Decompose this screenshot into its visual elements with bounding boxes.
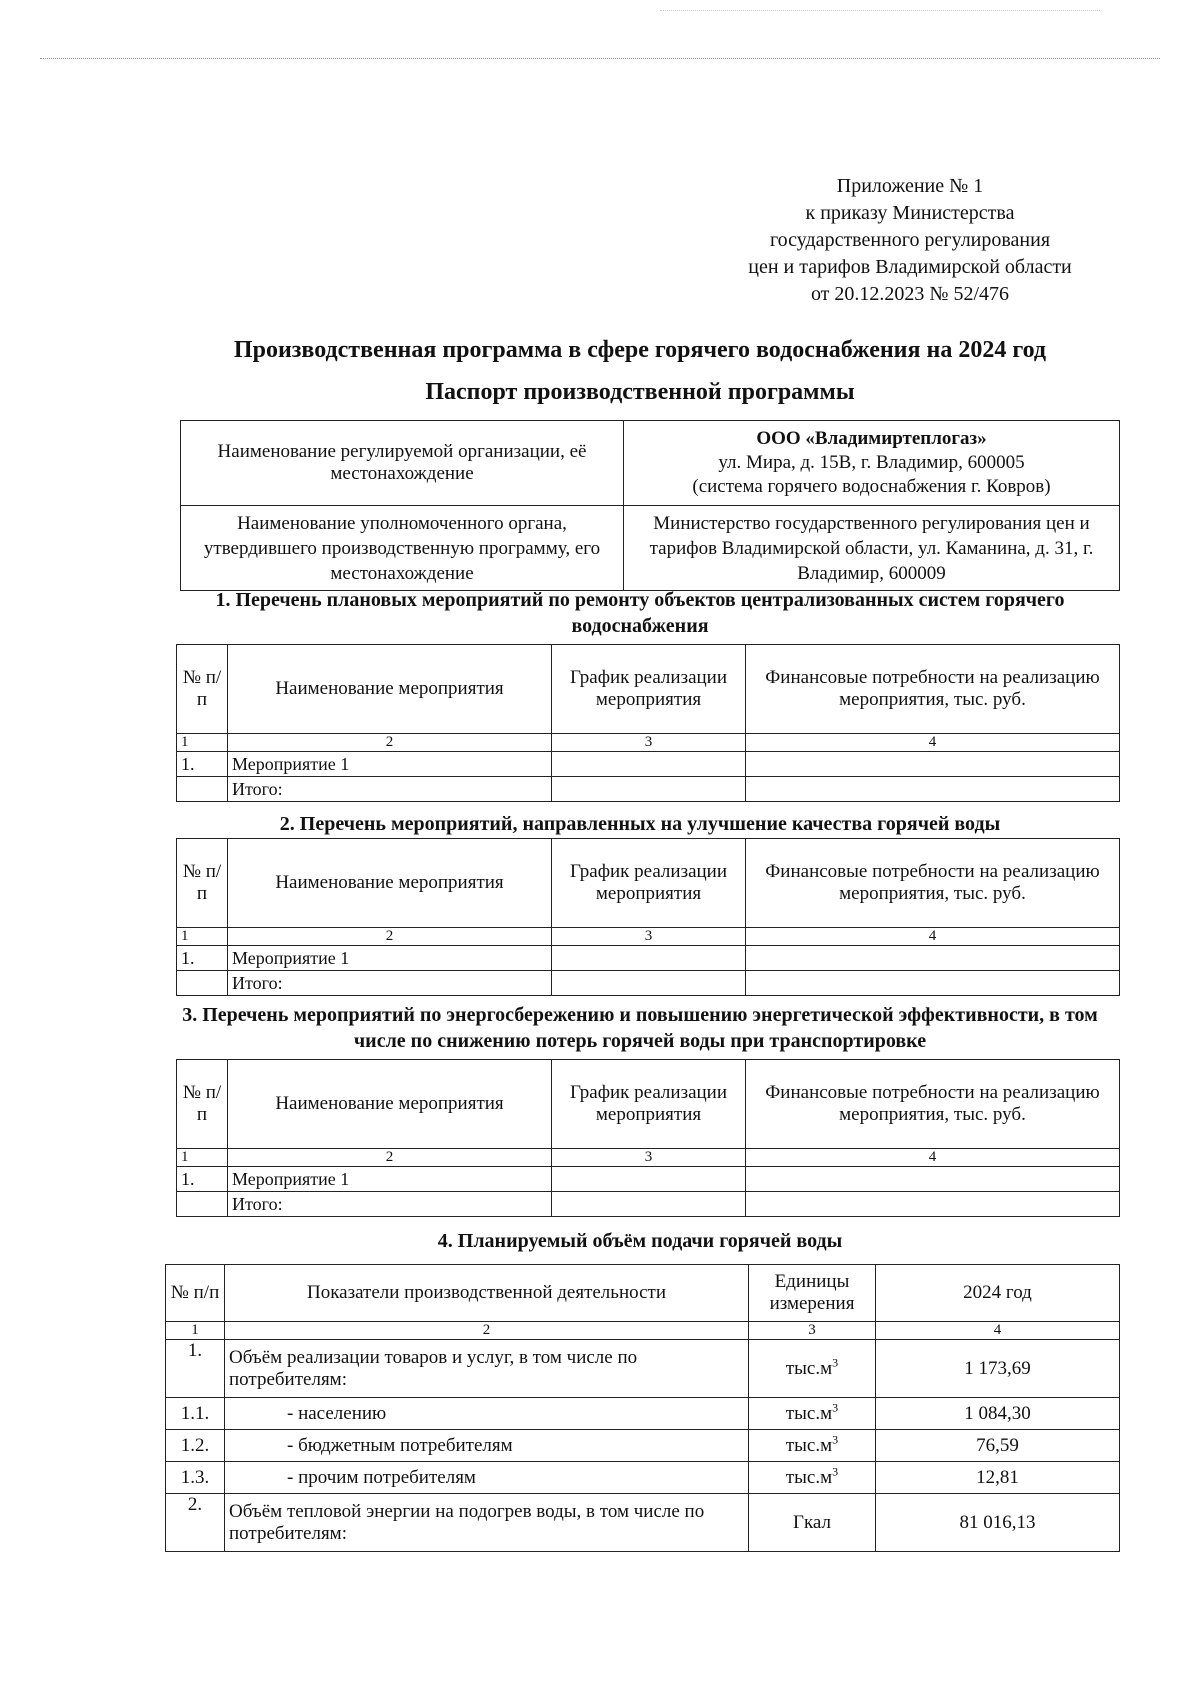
row-name: Мероприятие 1 — [228, 1167, 552, 1192]
header-unit: Единицы измерения — [749, 1265, 876, 1322]
table-row — [166, 1462, 1120, 1494]
table-row — [181, 506, 1120, 591]
index-row — [166, 1322, 1120, 1340]
row-num: 1. — [177, 946, 228, 971]
index-cell: 2 — [228, 734, 552, 752]
row-value: 76,59 — [876, 1430, 1120, 1462]
unit-sup: 3 — [832, 1464, 839, 1479]
header-finance: Финансовые потребности на реализацию мероприятия, тыс. руб. — [746, 645, 1120, 734]
row-finance — [746, 946, 1120, 971]
index-cell: 3 — [552, 928, 746, 946]
row-finance — [746, 777, 1120, 802]
unit-text: тыс.м — [785, 1466, 833, 1488]
header-schedule: График реализации мероприятия — [552, 839, 746, 928]
index-cell: 1 — [177, 1149, 228, 1167]
row-num: 2. — [166, 1494, 225, 1552]
row-total: Итого: — [228, 777, 552, 802]
header-year: 2024 год — [876, 1265, 1120, 1322]
passport-table — [180, 420, 1120, 591]
passport-label: Наименование уполномоченного органа, утвердившего производственную программу, его местонахождение — [181, 506, 624, 591]
org-address: ул. Мира, д. 15В, г. Владимир, 600005 — [718, 452, 1025, 473]
index-cell: 2 — [228, 928, 552, 946]
table-row — [166, 1430, 1120, 1462]
passport-value: Министерство государственного регулирования цен и тарифов Владимирской области, ул. Каманина, д. 31, г. Владимир, 600009 — [624, 506, 1120, 591]
row-num: 1. — [177, 752, 228, 777]
table-row — [177, 1192, 1120, 1217]
header-num: № п/п — [166, 1265, 225, 1322]
header-name: Наименование мероприятия — [228, 839, 552, 928]
table-row — [177, 752, 1120, 777]
row-num: 1. — [166, 1340, 225, 1398]
scan-artifact — [40, 58, 1160, 59]
index-cell: 1 — [177, 928, 228, 946]
passport-label: Наименование регулируемой организации, её местонахождение — [181, 421, 624, 506]
passport-title: Паспорт производственной программы — [425, 379, 855, 405]
section-1-table — [176, 644, 1120, 802]
index-cell: 3 — [552, 734, 746, 752]
table-header-row — [166, 1265, 1120, 1322]
row-name: Мероприятие 1 — [228, 946, 552, 971]
header-num: № п/п — [177, 645, 228, 734]
header-finance: Финансовые потребности на реализацию мероприятия, тыс. руб. — [746, 1060, 1120, 1149]
row-unit — [749, 1494, 876, 1552]
header-name: Наименование мероприятия — [228, 1060, 552, 1149]
table-row — [181, 421, 1120, 506]
header-name: Наименование мероприятия — [228, 645, 552, 734]
appendix-line: Приложение № 1 — [836, 175, 984, 197]
row-total: Итого: — [228, 971, 552, 996]
row-num — [177, 777, 228, 802]
row-unit — [749, 1462, 876, 1494]
row-schedule — [552, 946, 746, 971]
index-cell: 2 — [228, 1149, 552, 1167]
section-2-title: 2. Перечень мероприятий, направленных на улучшение качества горячей воды — [279, 813, 1001, 835]
index-row — [177, 928, 1120, 946]
row-num: 1.1. — [166, 1398, 225, 1430]
org-system: (система горячего водоснабжения г. Ковров) — [692, 476, 1051, 497]
org-name: ООО «Владимиртеплогаз» — [756, 428, 987, 449]
table-header-row — [177, 839, 1120, 928]
row-schedule — [552, 1167, 746, 1192]
row-num: 1. — [177, 1167, 228, 1192]
row-schedule — [552, 1192, 746, 1217]
index-row — [177, 1149, 1120, 1167]
header-num: № п/п — [177, 839, 228, 928]
unit-text: тыс.м — [785, 1434, 833, 1456]
index-row — [177, 734, 1120, 752]
index-cell: 2 — [225, 1322, 749, 1340]
appendix-line: государственного регулирования — [769, 229, 1051, 251]
row-unit — [749, 1398, 876, 1430]
unit-sup: 3 — [832, 1432, 839, 1447]
row-finance — [746, 1167, 1120, 1192]
row-total: Итого: — [228, 1192, 552, 1217]
appendix-line: от 20.12.2023 № 52/476 — [810, 283, 1010, 305]
index-cell: 1 — [177, 734, 228, 752]
row-value: 81 016,13 — [876, 1494, 1120, 1552]
index-cell: 1 — [166, 1322, 225, 1340]
index-cell: 3 — [552, 1149, 746, 1167]
row-schedule — [552, 971, 746, 996]
unit-sup: 3 — [832, 1355, 839, 1370]
index-cell: 4 — [746, 734, 1120, 752]
unit-text: Гкал — [792, 1511, 831, 1533]
row-value: 1 084,30 — [876, 1398, 1120, 1430]
table-row — [166, 1340, 1120, 1398]
section-2-table — [176, 838, 1120, 996]
table-row — [166, 1398, 1120, 1430]
row-value: 1 173,69 — [876, 1340, 1120, 1398]
header-schedule: График реализации мероприятия — [552, 645, 746, 734]
appendix-line: к приказу Министерства — [805, 202, 1015, 224]
index-cell: 4 — [876, 1322, 1120, 1340]
row-unit — [749, 1430, 876, 1462]
table-row — [177, 777, 1120, 802]
table-row — [166, 1494, 1120, 1552]
row-indicator: Объём реализации товаров и услуг, в том числе по потребителям: — [225, 1340, 749, 1398]
row-num — [177, 971, 228, 996]
row-indicator: - населению — [225, 1398, 749, 1430]
appendix-line: цен и тарифов Владимирской области — [748, 256, 1072, 278]
unit-sup: 3 — [832, 1400, 839, 1415]
row-indicator: - прочим потребителям — [225, 1462, 749, 1494]
unit-text: тыс.м — [785, 1357, 833, 1379]
header-finance: Финансовые потребности на реализацию мероприятия, тыс. руб. — [746, 839, 1120, 928]
volume-table — [165, 1264, 1120, 1552]
row-value: 12,81 — [876, 1462, 1120, 1494]
header-indicator: Показатели производственной деятельности — [225, 1265, 749, 1322]
row-num: 1.3. — [166, 1462, 225, 1494]
row-num: 1.2. — [166, 1430, 225, 1462]
unit-text: тыс.м — [785, 1402, 833, 1424]
section-1-title: 1. Перечень плановых мероприятий по ремонту объектов централизованных систем горячего водоснабжения — [215, 589, 1065, 637]
index-cell: 3 — [749, 1322, 876, 1340]
table-row — [177, 946, 1120, 971]
section-4-title: 4. Планируемый объём подачи горячей воды — [437, 1230, 843, 1252]
table-header-row — [177, 645, 1120, 734]
document-title: Производственная программа в сфере горячего водоснабжения на 2024 год — [233, 337, 1047, 363]
header-num: № п/п — [177, 1060, 228, 1149]
row-unit — [749, 1340, 876, 1398]
appendix-header — [700, 173, 1120, 308]
row-name: Мероприятие 1 — [228, 752, 552, 777]
index-cell: 4 — [746, 928, 1120, 946]
table-row — [177, 1167, 1120, 1192]
section-3-table — [176, 1059, 1120, 1217]
row-schedule — [552, 777, 746, 802]
table-header-row — [177, 1060, 1120, 1149]
row-schedule — [552, 752, 746, 777]
row-num — [177, 1192, 228, 1217]
row-finance — [746, 752, 1120, 777]
index-cell: 4 — [746, 1149, 1120, 1167]
row-indicator: Объём тепловой энергии на подогрев воды, в том числе по потребителям: — [225, 1494, 749, 1552]
section-3-title: 3. Перечень мероприятий по энергосбережению и повышению энергетической эффективности, в том числе по снижению потерь горячей воды при транспортировке — [182, 1004, 1098, 1052]
scan-artifact — [660, 10, 1100, 11]
header-schedule: График реализации мероприятия — [552, 1060, 746, 1149]
row-indicator: - бюджетным потребителям — [225, 1430, 749, 1462]
table-row — [177, 971, 1120, 996]
passport-value — [624, 421, 1120, 506]
row-finance — [746, 1192, 1120, 1217]
row-finance — [746, 971, 1120, 996]
